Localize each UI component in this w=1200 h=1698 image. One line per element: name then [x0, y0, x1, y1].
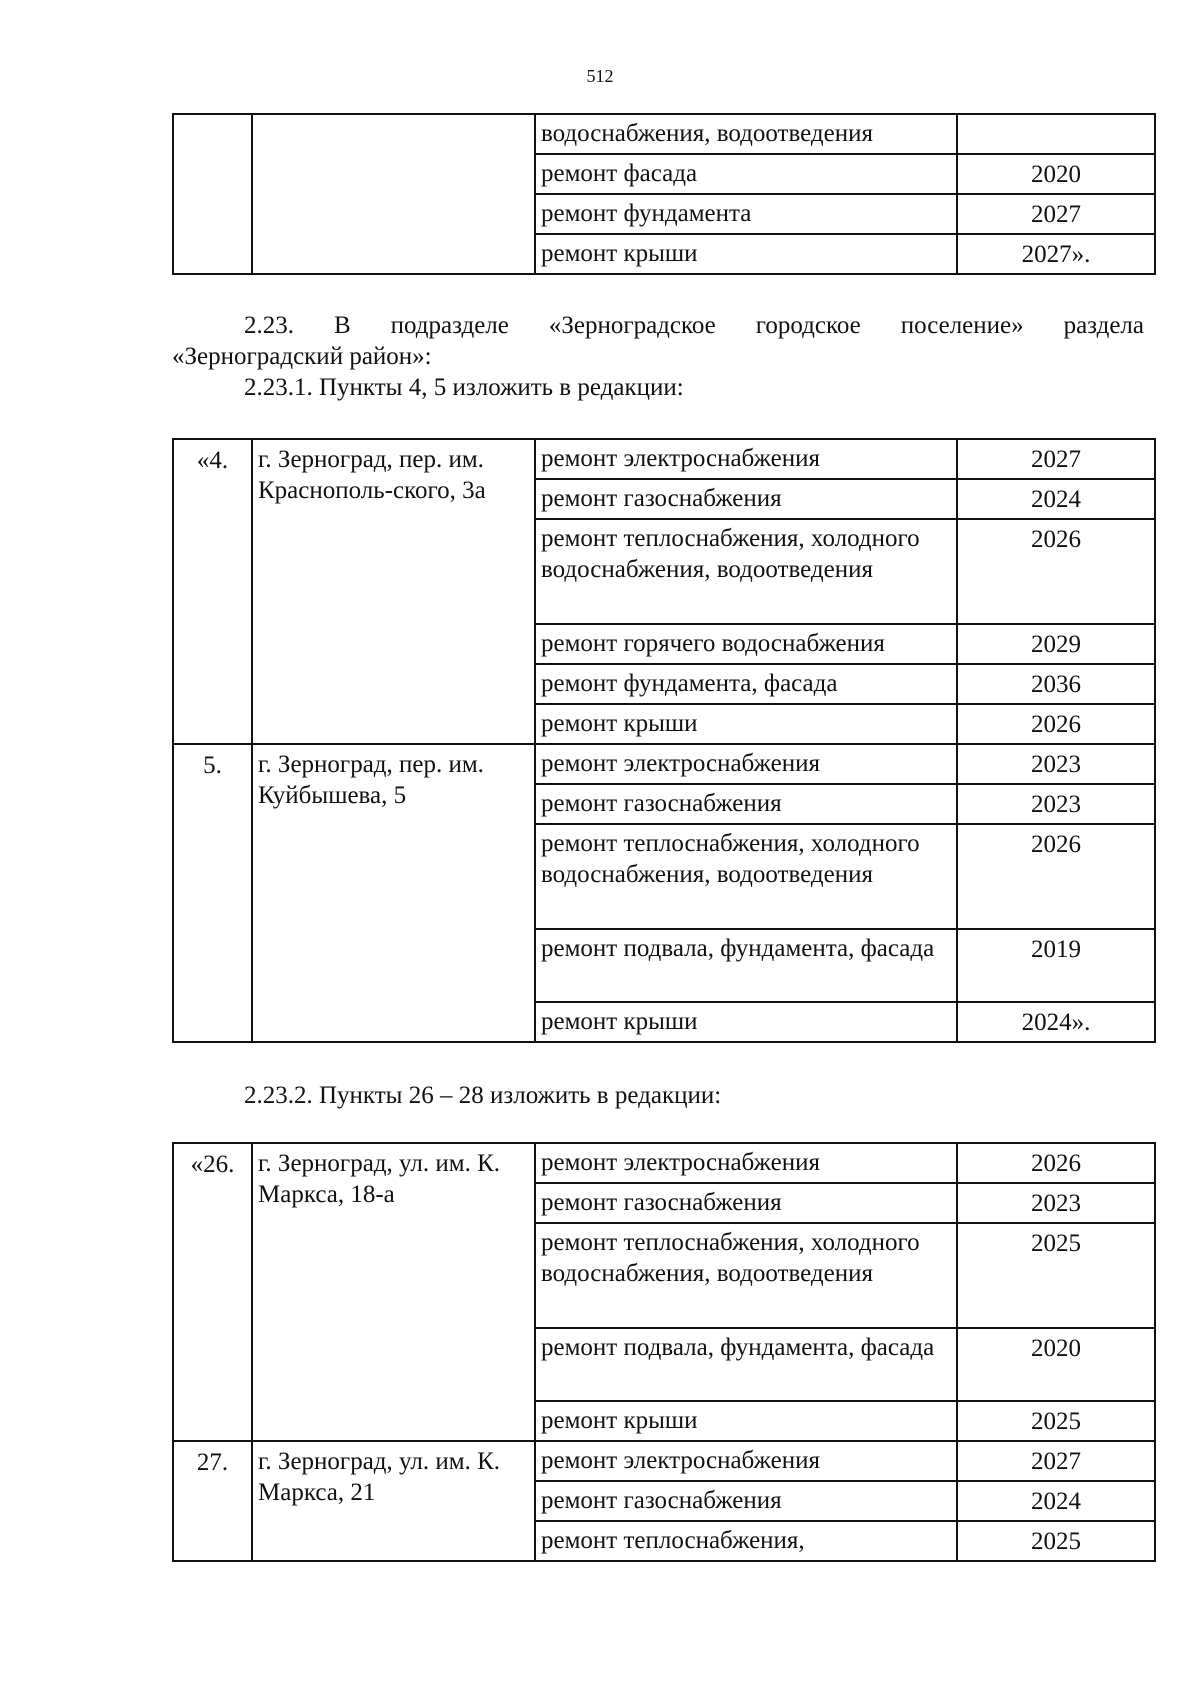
address-cell: г. Зерноград, пер. им. Краснополь-ского, 3а [252, 439, 535, 744]
year-cell: 2027 [957, 1441, 1155, 1481]
year-cell: 2025 [957, 1223, 1155, 1328]
work-cell: ремонт газоснабжения [535, 784, 957, 824]
year-cell: 2020 [957, 1328, 1155, 1401]
table-items-26-28 [172, 1142, 1156, 1562]
work-cell: ремонт электроснабжения [535, 744, 957, 784]
address-cell: г. Зерноград, ул. им. К. Маркса, 18-а [252, 1143, 535, 1441]
work-cell: ремонт подвала, фундамента, фасада [535, 929, 957, 1002]
year-cell: 2027». [957, 234, 1155, 274]
year-cell: 2023 [957, 1183, 1155, 1223]
work-cell: ремонт подвала, фундамента, фасада [535, 1328, 957, 1401]
section-item-1: 2.23.1. Пункты 4, 5 изложить в редакции: [244, 374, 684, 401]
section-2-23 [172, 310, 1144, 403]
num-cell [173, 114, 252, 274]
work-cell: ремонт теплоснабжения, [535, 1521, 957, 1561]
section-2-23-2 [172, 1080, 1144, 1111]
year-cell: 2029 [957, 624, 1155, 664]
table-continuation [172, 113, 1156, 275]
work-cell: ремонт теплоснабжения, холодного водоснабжения, водоотведения [535, 824, 957, 929]
year-cell: 2026 [957, 1143, 1155, 1183]
year-cell: 2024 [957, 479, 1155, 519]
work-cell: ремонт теплоснабжения, холодного водоснабжения, водоотведения [535, 519, 957, 624]
year-cell: 2026 [957, 519, 1155, 624]
work-cell: ремонт фундамента [535, 194, 957, 234]
year-cell: 2026 [957, 704, 1155, 744]
num-cell: 5. [173, 744, 252, 1042]
work-cell: ремонт газоснабжения [535, 1183, 957, 1223]
year-cell: 2026 [957, 824, 1155, 929]
table-row [173, 1143, 1155, 1183]
table-row [173, 114, 1155, 154]
year-cell: 2020 [957, 154, 1155, 194]
work-cell: ремонт теплоснабжения, холодного водоснабжения, водоотведения [535, 1223, 957, 1328]
year-cell: 2036 [957, 664, 1155, 704]
table-row [173, 1441, 1155, 1481]
year-cell: 2024 [957, 1481, 1155, 1521]
work-cell: ремонт крыши [535, 704, 957, 744]
section-line-2: «Зерноградский район»: [172, 343, 432, 370]
year-cell: 2027 [957, 194, 1155, 234]
address-cell: г. Зерноград, пер. им. Куйбышева, 5 [252, 744, 535, 1042]
num-cell: 27. [173, 1441, 252, 1561]
year-cell: 2023 [957, 744, 1155, 784]
year-cell [957, 114, 1155, 154]
year-cell: 2019 [957, 929, 1155, 1002]
year-cell: 2025 [957, 1401, 1155, 1441]
address-cell: г. Зерноград, ул. им. К. Маркса, 21 [252, 1441, 535, 1561]
work-cell: ремонт электроснабжения [535, 439, 957, 479]
num-cell: «26. [173, 1143, 252, 1441]
work-cell: водоснабжения, водоотведения [535, 114, 957, 154]
section-line-1: 2.23. В подразделе «Зерноградское городское поселение» раздела [244, 312, 1144, 339]
work-cell: ремонт электроснабжения [535, 1143, 957, 1183]
year-cell: 2025 [957, 1521, 1155, 1561]
table-items-4-5 [172, 438, 1156, 1043]
work-cell: ремонт фундамента, фасада [535, 664, 957, 704]
work-cell: ремонт крыши [535, 1002, 957, 1042]
year-cell: 2024». [957, 1002, 1155, 1042]
year-cell: 2023 [957, 784, 1155, 824]
work-cell: ремонт фасада [535, 154, 957, 194]
work-cell: ремонт газоснабжения [535, 479, 957, 519]
page-number: 512 [586, 66, 614, 86]
work-cell: ремонт крыши [535, 1401, 957, 1441]
num-cell: «4. [173, 439, 252, 744]
year-cell: 2027 [957, 439, 1155, 479]
work-cell: ремонт газоснабжения [535, 1481, 957, 1521]
work-cell: ремонт электроснабжения [535, 1441, 957, 1481]
work-cell: ремонт горячего водоснабжения [535, 624, 957, 664]
table-row [173, 744, 1155, 784]
work-cell: ремонт крыши [535, 234, 957, 274]
section-item-2: 2.23.2. Пункты 26 – 28 изложить в редакции: [244, 1082, 722, 1109]
table-row [173, 439, 1155, 479]
address-cell [252, 114, 535, 274]
